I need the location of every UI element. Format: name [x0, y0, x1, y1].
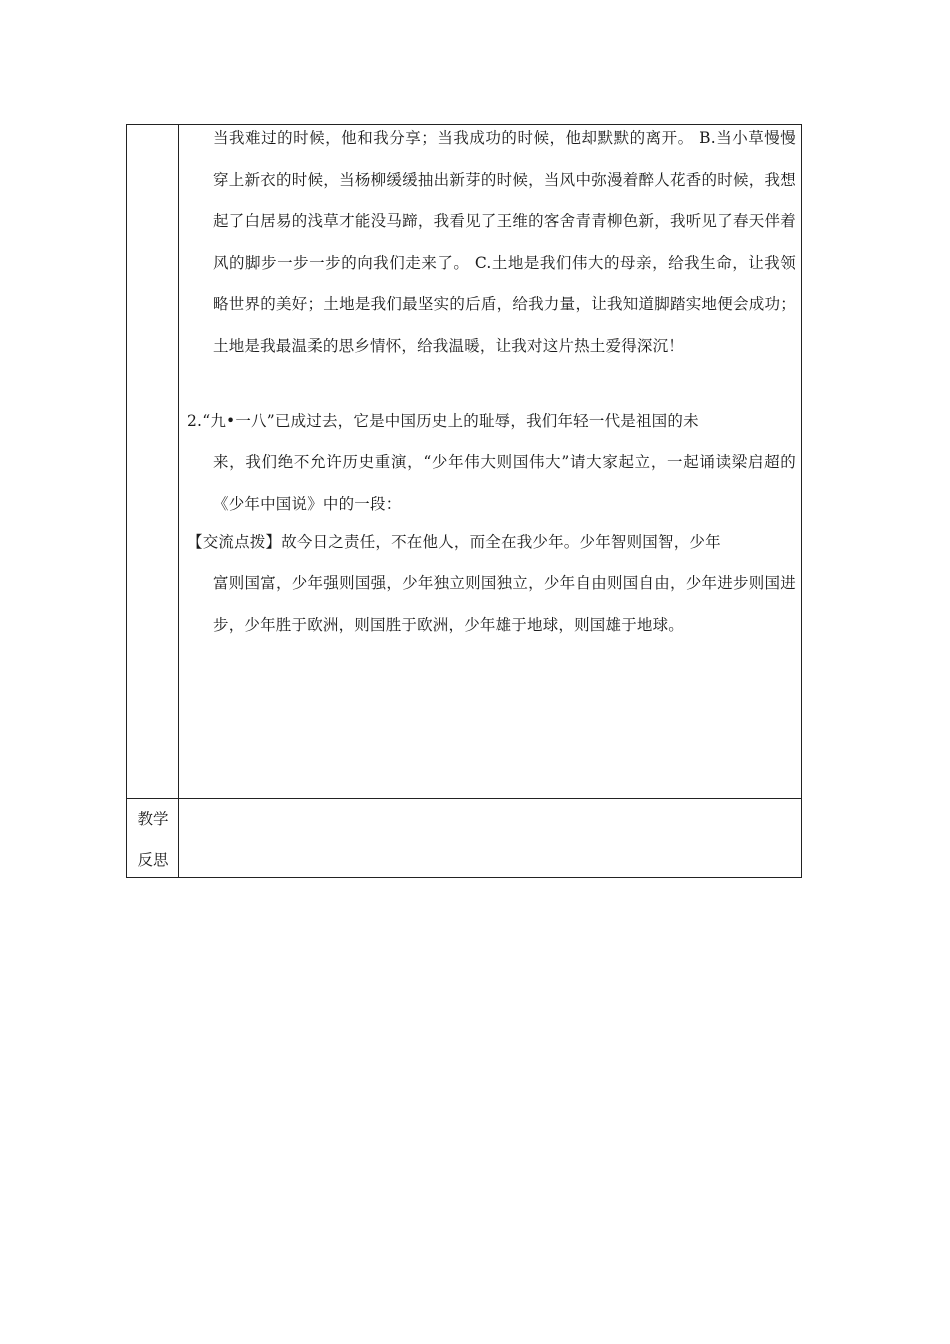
discussion-first-line: 【交流点拨】故今日之责任，不在他人，而全在我少年。少年智则国智，少年	[187, 533, 721, 551]
lesson-table	[126, 124, 802, 878]
content-label-cell	[127, 125, 179, 798]
question-2-first-line: 2.“九•一八”已成过去，它是中国历史上的耻辱，我们年轻一代是祖国的未	[187, 412, 699, 430]
reflection-label-line-1: 教学	[137, 810, 169, 828]
reflection-label	[127, 799, 179, 881]
reflection-row	[127, 799, 801, 878]
reflection-label-line-2: 反思	[137, 851, 169, 869]
reflection-content-cell	[179, 799, 801, 878]
discussion-text: 富则国富，少年强则国强，少年独立则国独立，少年自由则国自由，少年进步则国进步，少年胜于欧洲，则国胜于欧洲，少年雄于地球，则国雄于地球。	[213, 574, 796, 634]
reflection-label-cell	[127, 799, 179, 878]
example-paragraph: 当我难过的时候，他和我分享；当我成功的时候，他却默默的离开。 B.当小草慢慢穿上新衣的时候，当杨柳缓缓抽出新芽的时候，当风中弥漫着醉人花香的时候，我想起了白居易的浅草才能没马蹄，我看见了王维的客舍青青柳色新，我听见了春天伴着风的脚步一步一步的向我们走来了。 C.土地是我们伟大的母亲，给我生命，让我领略世界的美好；土地是我们最坚实的后盾，给我力量，让我知道脚踏实地便会成功；土地是我最温柔的思乡情怀，给我温暖，让我对这片热土爱得深沉！	[213, 129, 796, 355]
content-body-cell	[179, 125, 801, 798]
question-2-text: 来，我们绝不允许历史重演，“少年伟大则国伟大”请大家起立，一起诵读梁启超的《少年中国说》中的一段：	[213, 453, 796, 513]
content-row	[127, 125, 801, 799]
